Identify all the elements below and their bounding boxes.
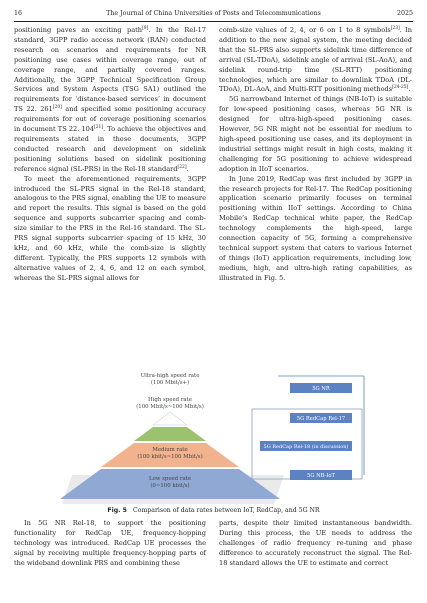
paragraph: 5G narrowband Internet of things (NB-IoT) is suitable for low-speed positioning cases, whereas 5G NR is designed for ultra-high-speed positioning cases. However, 5G NR might not be essential for medium to high-speed positioning use cases, and its deployment in industrial settings might result in high costs, making it challenging for 5G positioning to achieve widespread adoption in IIoT scenarios. (219, 95, 412, 173)
tier-range: (100 Mbit/s+) (150, 380, 190, 386)
page-number: 16 (14, 10, 23, 17)
tier-label: Ultra-high speed rate (140, 373, 200, 379)
citation[interactable]: [21] (94, 124, 104, 130)
tier-label: Medium rate (152, 447, 188, 453)
right-column-top (219, 26, 412, 284)
paragraph: To meet the aforementioned requirements, 3GPP introduced the SL-PRS signal in the Rel-18 standard, analogous to the PRS signal, enabling the UE to measure and report the results. This signal is based on the gold sequence and supports subcarrier spacing and comb-size similar to the PRS in the Rel-16 standard. The SL-PRS signal supports subcarrier spacing of 15 kHz, 30 kHz, and 60 kHz, while the comb-size is slightly different. Typically, the PRS supports 12 symbols with alternative values of 2, 4, 6, and 12 on each symbol, whereas the SL-PRS signal allows for (14, 174, 206, 282)
tech-label: 5G RedCap Rel-18 (in discussion) (263, 444, 349, 450)
right-column-bottom (219, 519, 412, 569)
tier-range: (100 Mbit/s~100 Mbit/s) (136, 404, 204, 410)
paragraph: In 5G NR Rel-18, to support the positioning functionality for RedCap UE, frequency-hopping technology was introduced. RedCap UE processes the signal by receiving multiple frequency-hopping parts of the wideband downlink PRS and combining these (14, 519, 206, 567)
figure-5-pyramid (60, 367, 370, 505)
figure-caption (14, 507, 413, 514)
tier-high (134, 427, 206, 441)
tier-label: Low speed rate (148, 476, 192, 482)
paragraph: comb-size values of 2, 4, or 6 on 1 to 8 symbols[23]. In addition to the new signal system, the meeting decided that the SL-PRS also supports sidelink time difference of arrival (SL-TDoA), sidelink angle of arrival (SL-AoA), and sidelink round-trip time (SL-RTT) positioning technologies, which are similar to downlink TDoA (DL-TDoA), DL-AoA, and Multi-RTT positioning methods[24-25]. (219, 25, 412, 94)
tech-label: 5G RedCap Rel-17 (296, 416, 346, 422)
tier-range: (0~100 kbit/s) (150, 483, 190, 489)
paragraph: parts, despite their limited instantaneous bandwidth. During this process, the UE needs to address the challenges of radio frequency re-tuning and phase difference to accurately reconstruct the signal. The Rel-18 standard allows the UE to estimate and correct (219, 519, 412, 567)
journal-title: The Journal of China Universities of Posts and Telecommunications (106, 10, 321, 17)
publication-year: 2025 (396, 10, 413, 17)
tier-label: High speed rate (148, 397, 192, 403)
tech-label: 5G NR (312, 386, 330, 392)
citation[interactable]: [9] (142, 25, 149, 31)
citation[interactable]: [24-25] (392, 85, 409, 91)
paragraph: In June 2019, RedCap was first included by 3GPP in the research projects for Rel-17. The RedCap positioning application scenario primarily focuses on terminal positioning within IIoT settings. According to China Mobile’s RedCap technical white paper, the RedCap technology complements the high-speed, large connection capacity of 5G, forming a comprehensive technical support system that caters to various Internet of things (IoT) application requirements, including low, medium, high, and ultra-high rating capabilities, as illustrated in Fig. 5. (219, 174, 412, 282)
citation[interactable]: [20] (52, 105, 62, 111)
left-column-top (14, 26, 206, 284)
paragraph: positioning paves an exciting path[9]. In the Rel-17 standard, 3GPP radio access network (RAN) conducted research on scenarios and requirements for NR positioning use cases within coverage range, out of coverage range, and partially covered ranges. Additionally, the 3GPP Technical Specification Group Services and System Aspects (TSG SA1) outlined the requirements for ‘distance-based services’ in document TS 22. 261[20] and specified some positioning accuracy requirements for out of coverage positioning scenarios in document TS 22. 104[21]. To achieve the objectives and requirements stated in these documents, 3GPP conducted research and development on sidelink positioning solutions based on sidelink positioning reference signal (SL-PRS) in the Rel-18 standard[22]. (14, 25, 206, 173)
tech-label: 5G NB-IoT (307, 473, 335, 479)
tier-range: (100 kbit/s~100 Mbit/s) (137, 454, 203, 460)
left-column-bottom (14, 519, 206, 569)
figure-caption-text: Comparison of data rates between IoT, RedCap, and 5G NR (132, 507, 320, 514)
header-rule (14, 21, 413, 22)
citation[interactable]: [22] (177, 164, 187, 170)
citation[interactable]: [23] (390, 25, 400, 31)
figure-label: Fig. 5 (107, 507, 127, 514)
tier-ultra (153, 412, 187, 425)
